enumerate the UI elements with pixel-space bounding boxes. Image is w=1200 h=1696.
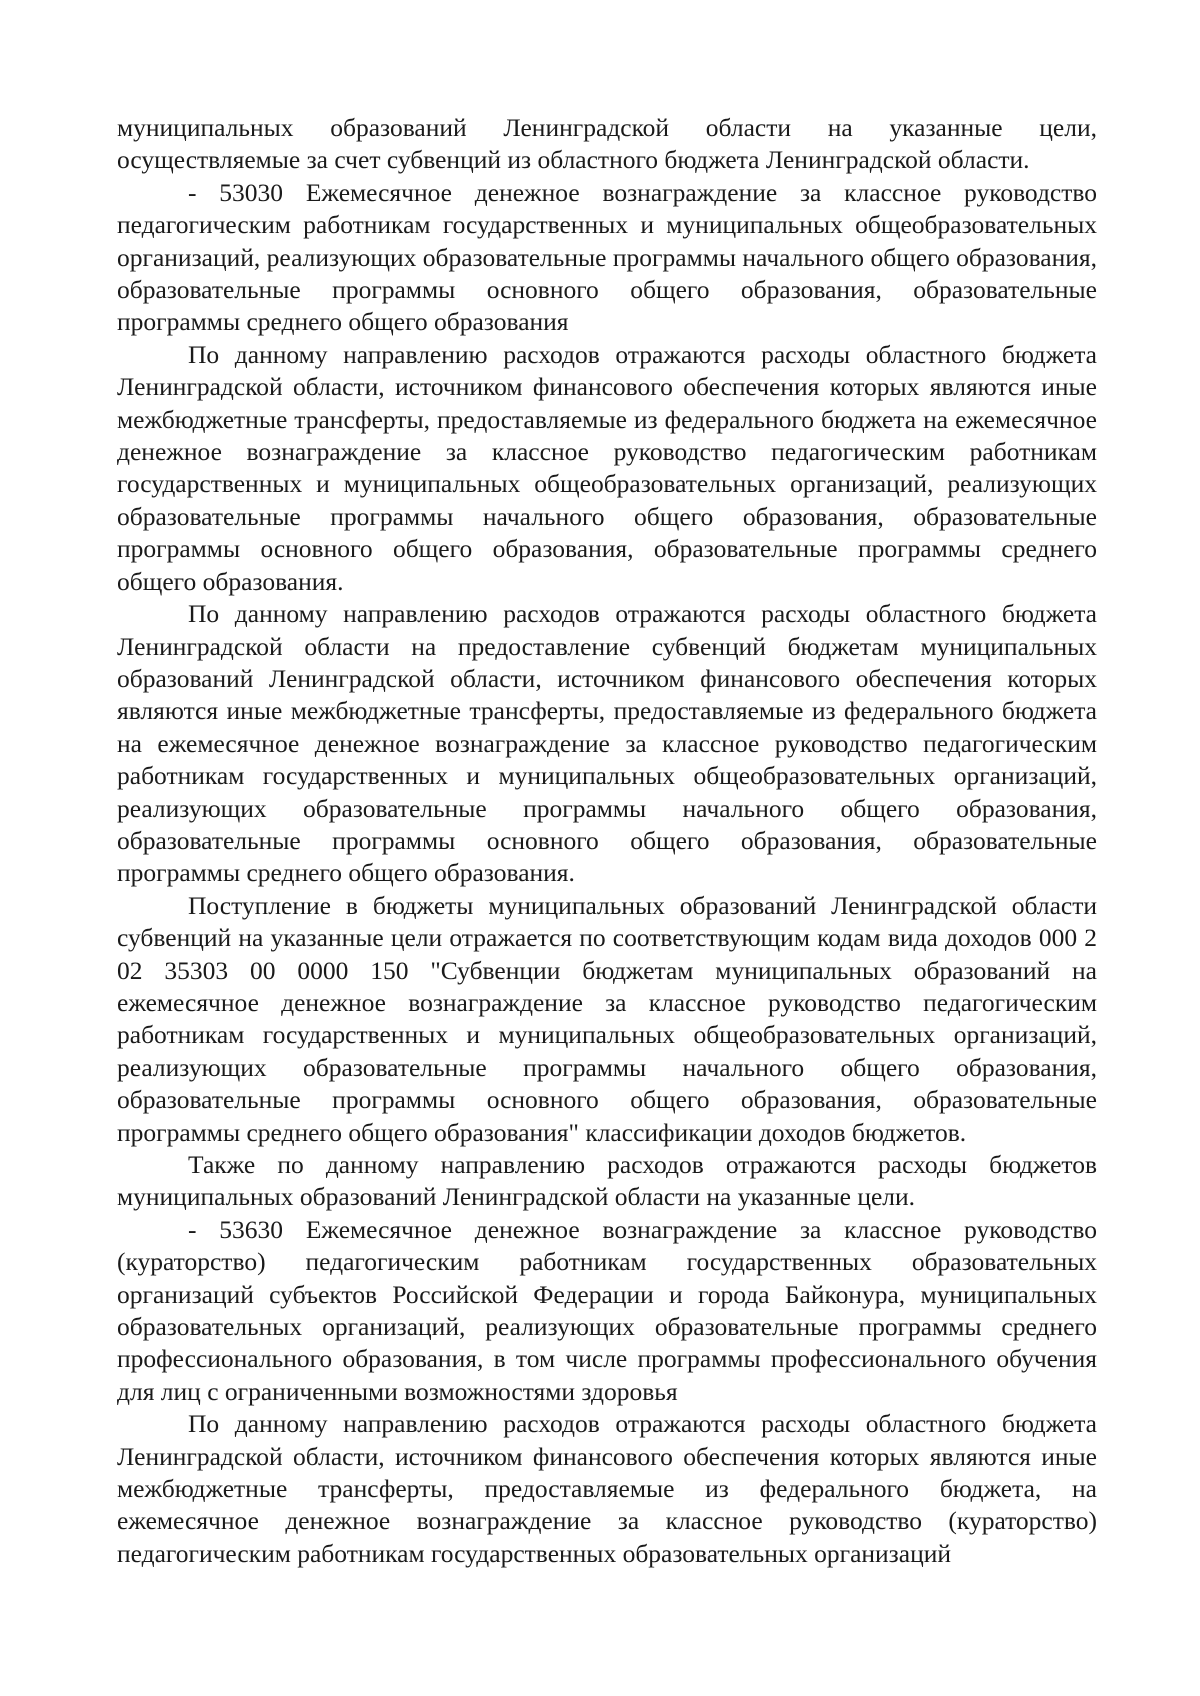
paragraph-subventions-municipal: По данному направлению расходов отражаются расходы областного бюджета Ленинградской области на предоставление субвенций бюджетам муниципальных образований Ленинградской области, источником финансового обеспечения которых являются иные межбюджетные трансферты, предоставляемые из федерального бюджета на ежемесячное денежное вознаграждение за классное руководство педагогическим работникам государственных и муниципальных общеобразовательных организаций, реализующих образовательные программы начального общего образования, образовательные программы основного общего образования, образовательные программы среднего общего образования. [117, 599, 1097, 888]
paragraph-municipal-expenses: Также по данному направлению расходов отражаются расходы бюджетов муниципальных образований Ленинградской области на указанные цели. [117, 1150, 1097, 1212]
document-body [117, 112, 1097, 1570]
paragraph-curatorship-expenses: По данному направлению расходов отражаются расходы областного бюджета Ленинградской области, источником финансового обеспечения которых являются иные межбюджетные трансферты, предоставляемые из федерального бюджета, на ежемесячное денежное вознаграждение за классное руководство (кураторство) педагогическим работникам государственных образовательных организаций [117, 1409, 1097, 1568]
paragraph-continuation: муниципальных образований Ленинградской области на указанные цели, осуществляемые за счет субвенций из областного бюджета Ленинградской области. [117, 113, 1097, 175]
paragraph-code-53030: - 53030 Ежемесячное денежное вознаграждение за классное руководство педагогическим работникам государственных и муниципальных общеобразовательных организаций, реализующих образовательные программы начального общего образования, образовательные программы основного общего образования, образовательные программы среднего общего образования [117, 177, 1097, 337]
paragraph-regional-budget-expenses: По данному направлению расходов отражаются расходы областного бюджета Ленинградской области, источником финансового обеспечения которых являются иные межбюджетные трансферты, предоставляемые из федерального бюджета на ежемесячное денежное вознаграждение за классное руководство педагогическим работникам государственных и муниципальных общеобразовательных организаций, реализующих образовательные программы начального общего образования, образовательные программы основного общего образования, образовательные программы среднего общего образования. [117, 339, 1097, 596]
paragraph-revenue-codes: Поступление в бюджеты муниципальных образований Ленинградской области субвенций на указанные цели отражается по соответствующим кодам вида доходов 000 2 02 35303 00 0000 150 "Субвенции бюджетам муниципальных образований на ежемесячное денежное вознаграждение за классное руководство педагогическим работникам государственных и муниципальных общеобразовательных организаций, реализующих образовательные программы начального общего образования, образовательные программы основного общего образования, образовательные программы среднего общего образования" классификации доходов бюджетов. [117, 890, 1097, 1147]
paragraph-code-53630: - 53630 Ежемесячное денежное вознаграждение за классное руководство (кураторство) педагогическим работникам государственных образовательных организаций субъектов Российской Федерации и города Байконура, муниципальных образовательных организаций, реализующих образовательные программы среднего профессионального образования, в том числе программы профессионального обучения для лиц с ограниченными возможностями здоровья [117, 1214, 1097, 1406]
